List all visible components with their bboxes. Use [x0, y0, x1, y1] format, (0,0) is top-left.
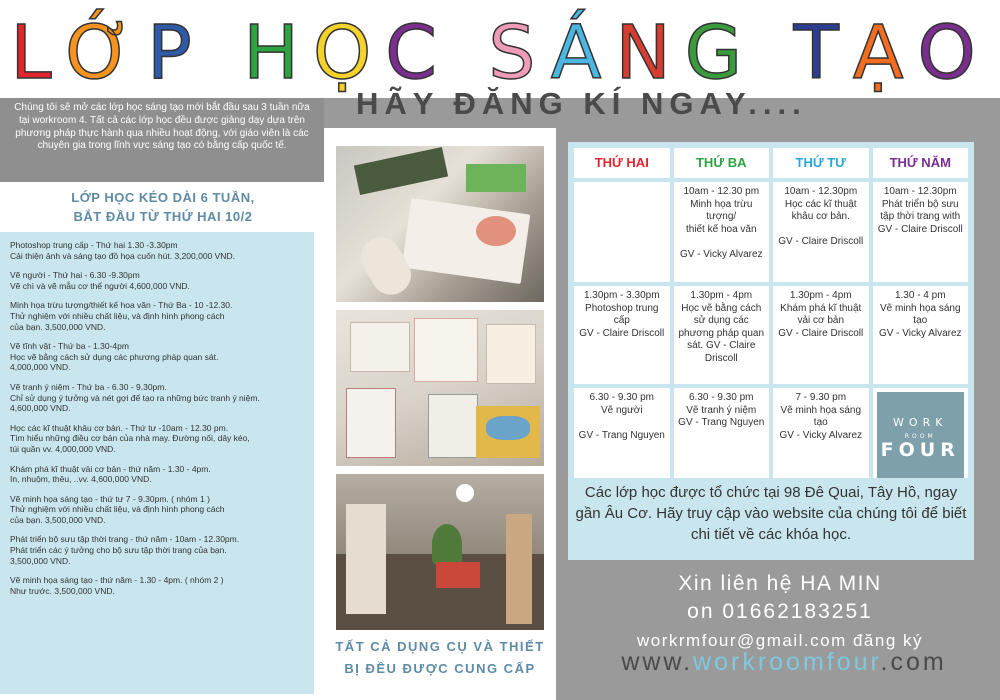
title-letter [756, 10, 794, 96]
course-line: Vẽ minh họa sáng tạo - thứ tư 7 - 9.30pm. ( nhóm 1 ) [10, 493, 210, 504]
title-letter: T [793, 10, 853, 96]
address-text: Các lớp học được tổ chức tại 98 Đê Quai, Tây Hồ, ngay gần Âu Cơ. Hãy truy cập vào website của chúng tôi để biết chi tiết về các khóa học. [568, 478, 974, 560]
course-line: Cải thiện ảnh và sáng tạo đồ họa cuốn hút. 3,200,000 VND. [10, 250, 235, 261]
schedule-cell: 7 - 9.30 pm Vẽ minh họa sáng tạo GV - Vicky Alvarez [773, 388, 869, 486]
course-line: 4,000,000 VND. [10, 362, 71, 373]
schedule-cell: 10am - 12.30 pm Minh họa trừu tượng/ thiết kế hoa văn GV - Vicky Alvarez [674, 182, 770, 282]
website-domain: workroomfour [693, 648, 881, 676]
course-line: Thử nghiệm với nhiều chất liệu, và định hình phong cách [10, 310, 225, 321]
course-item [10, 534, 304, 566]
schedule-cell: 1.30pm - 4pm Khám phá kĩ thuật vải cơ bản GV - Claire Driscoll [773, 286, 869, 384]
course-line: Vẽ người - Thứ hai - 6.30 -9.30pm [10, 270, 140, 281]
course-line: của bạn. 3,500,000 VND. [10, 321, 106, 332]
course-line: Học các kĩ thuật khâu cơ bản. - Thứ tư -10am - 12.30 pm. [10, 422, 229, 433]
course-line: Như trước. 3,500,000 VND. [10, 585, 115, 596]
title-letter: S [488, 10, 551, 96]
intro-text: Chúng tôi sẽ mở các lớp học sáng tạo mới bắt đầu sau 3 tuần nữa tại workroom 4. Tất cả các lớp học đều được giảng dạy dựa trên phương pháp thực hành qua nhiều hoạt động, với giáo viên là các chuyên gia trong lĩnh vực sáng tạo có bằng cấp quốc tế. [14, 102, 310, 152]
schedule-cell: 1.30pm - 4pm Học vẽ bằng cách sử dụng các phương pháp quan sát. GV - Claire Driscoll [674, 286, 770, 384]
contact-email: workrmfour@gmail.com đăng ký [637, 631, 923, 650]
schedule-cell: 6.30 - 9.30 pm Vẽ tranh ý niệm GV - Trang Nguyen [674, 388, 770, 486]
course-line: Vẽ tranh ý niệm - Thứ ba - 6.30 - 9.30pm. [10, 381, 167, 392]
title-letter: N [615, 10, 685, 96]
course-item [10, 494, 304, 526]
schedule-cell [873, 388, 969, 486]
title-letter: P [147, 10, 206, 96]
contact-name: Xin liên hệ HA MIN [678, 572, 882, 595]
page-title [0, 8, 1000, 98]
photo-shoe-drawings [336, 310, 544, 466]
course-line: Học vẽ bằng cách sử dụng các phương pháp quan sát. [10, 351, 219, 362]
title-letter: Ạ [852, 10, 918, 96]
logo-text: ROOM [904, 432, 936, 440]
course-line: Thử nghiệm với nhiều chất liệu, và định hình phong cách [10, 504, 225, 515]
course-line: In, nhuộm, thêu, ..vv. 4,600,000 VND. [10, 474, 152, 485]
course-line: Phát triển bộ sưu tập thời trang - thứ năm - 10am - 12.30pm. [10, 534, 240, 545]
schedule-cell: 10am - 12.30pm Phát triển bộ sưu tập thời trang with GV - Claire Driscoll [873, 182, 969, 282]
photo-studio [336, 474, 544, 630]
title-letter: O [917, 10, 990, 96]
title-letter: C [385, 10, 451, 96]
course-line: Khám phá kĩ thuật vải cơ bản - thứ năm - 1.30 - 4pm. [10, 463, 211, 474]
tools-line1: TẤT CẢ DỤNG CỤ VÀ THIẾT [335, 639, 545, 654]
course-item [10, 423, 304, 455]
contact-phone: on 01662183251 [687, 600, 873, 623]
course-item [10, 240, 304, 261]
schedule-header: THỨ HAI [574, 148, 670, 178]
schedule-cell: 1.30 - 4 pm Vẽ minh họa sáng tạo GV - Vicky Alvarez [873, 286, 969, 384]
title-letter [451, 10, 489, 96]
course-duration-line2: BẮT ĐẦU TỪ THỨ HAI 10/2 [73, 209, 253, 224]
website-suffix: .com [880, 648, 947, 676]
title-letter: H [243, 10, 313, 96]
course-duration-box [14, 184, 312, 228]
schedule-header: THỨ NĂM [873, 148, 969, 178]
title-letter: Ọ [312, 10, 386, 96]
schedule-cell: 1.30pm - 3.30pm Photoshop trung cấp GV - Claire Driscoll [574, 286, 670, 384]
course-duration-line1: LỚP HỌC KÉO DÀI 6 TUẦN, [71, 190, 255, 205]
title-letter [206, 10, 244, 96]
website-link[interactable] [584, 648, 984, 677]
course-item [10, 575, 304, 596]
tools-notice [318, 636, 562, 680]
course-line: Vẽ minh họa sáng tạo - thứ năm - 1.30 - 4pm. ( nhóm 2 ) [10, 575, 224, 586]
logo-text: WORK [893, 416, 948, 430]
course-line: Tìm hiểu những điều cơ bản của nhà may. Đường nối, dây kéo, [10, 433, 250, 444]
schedule-header: THỨ BA [674, 148, 770, 178]
course-line: Vẽ tĩnh vật - Thứ ba - 1.30-4pm [10, 341, 129, 352]
title-letter: Ớ [65, 10, 148, 96]
schedule-table [568, 142, 974, 478]
photo-art-supplies [336, 146, 544, 302]
course-line: Minh họa trừu tượng/thiết kế hoa văn - Thứ Ba - 10 -12.30. [10, 300, 233, 311]
course-line: Vẽ chì và vẽ mẫu cơ thể người 4,600,000 VND. [10, 280, 190, 291]
schedule-cell: 10am - 12.30pm Học các kĩ thuật khâu cơ bản. GV - Claire Driscoll [773, 182, 869, 282]
contact-block [570, 570, 990, 654]
course-list [0, 232, 314, 694]
schedule-cell [574, 182, 670, 282]
course-item [10, 300, 304, 332]
course-line: Phát triển các ý tưởng cho bộ sưu tập thời trang của bạn. [10, 545, 227, 556]
course-item [10, 382, 304, 414]
course-line: 4,600,000 VND. [10, 403, 71, 414]
schedule-cell: 6.30 - 9.30 pm Vẽ người GV - Trang Nguyen [574, 388, 670, 486]
title-letter: G [684, 10, 757, 96]
course-line: của bạn. 3,500,000 VND. [10, 514, 106, 525]
course-line: túi quần vv. 4,000,000 VND. [10, 443, 116, 454]
course-item [10, 270, 304, 291]
schedule-header: THỨ TƯ [773, 148, 869, 178]
course-line: Photoshop trung cấp - Thứ hai 1.30 -3.30pm [10, 240, 178, 250]
course-line: Chỉ sử dụng ý tưởng và nét gợi để tạo ra những bức tranh ý niệm. [10, 392, 260, 403]
course-item [10, 341, 304, 373]
subtitle: HÃY ĐĂNG KÍ NGAY.... [356, 86, 807, 121]
course-line: 3,500,000 VND. [10, 555, 71, 566]
website-prefix: www. [621, 648, 694, 676]
title-letter: L [10, 10, 66, 96]
tools-line2: BỊ ĐỀU ĐƯỢC CUNG CẤP [344, 661, 536, 676]
title-letter: Á [550, 10, 616, 96]
course-item [10, 464, 304, 485]
logo-text: FOUR [880, 439, 960, 462]
workroom-four-logo [877, 392, 965, 482]
